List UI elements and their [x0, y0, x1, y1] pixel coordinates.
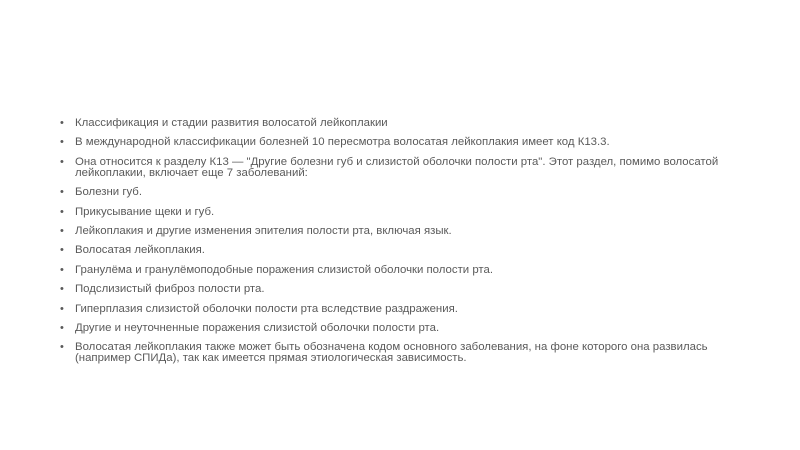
bullet-text: Гиперплазия слизистой оболочки полости рта вследствие раздражения.: [75, 302, 458, 315]
bullet-dot-icon: •: [60, 244, 64, 257]
bullet-dot-icon: •: [60, 155, 64, 168]
bullet-text: Волосатая лейкоплакия также может быть обозначена кодом основного заболевания, на фоне которого она развилась (например СПИДа), так как имеется прямая этиологическая зависимость.: [75, 341, 708, 365]
bullet-dot-icon: •: [60, 321, 64, 334]
bullet-item-leukoplakia-epithelium: [60, 226, 750, 237]
bullet-text: Другие и неуточненные поражения слизистой оболочки полости рта.: [75, 321, 440, 334]
bullet-text: Гранулёма и гранулёмоподобные поражения слизистой оболочки полости рта.: [75, 263, 493, 276]
bullet-item-other-lesions: [60, 323, 750, 334]
bullet-dot-icon: •: [60, 224, 64, 237]
bullet-dot-icon: •: [60, 186, 64, 199]
bullet-text: Болезни губ.: [75, 186, 142, 199]
bullet-text: Прикусывание щеки и губ.: [75, 205, 215, 218]
bullet-item-classification-title: [60, 118, 750, 129]
bullet-dot-icon: •: [60, 205, 64, 218]
bullet-dot-icon: •: [60, 263, 64, 276]
bullet-text: Классификация и стадии развития волосатой лейкоплакии: [75, 117, 388, 129]
bullet-item-section-k13: [60, 157, 750, 179]
bullet-text: В международной классификации болезней 10 пересмотра волосатая лейкоплакия имеет код К13.3.: [75, 136, 610, 149]
bullet-dot-icon: •: [60, 136, 64, 149]
bullet-item-lip-diseases: [60, 187, 750, 198]
bullet-dot-icon: •: [60, 341, 64, 354]
bullet-dot-icon: •: [60, 283, 64, 296]
bullet-text: Волосатая лейкоплакия.: [75, 244, 205, 257]
bullet-item-granuloma: [60, 265, 750, 276]
bullet-item-submucous-fibrosis: [60, 284, 750, 295]
bullet-item-underlying-disease-code: [60, 342, 750, 364]
bullet-dot-icon: •: [60, 117, 64, 129]
bullet-text: Она относится к разделу К13 — "Другие болезни губ и слизистой оболочки полости рта". Этот раздел, помимо волосатой лейкоплакии, включает еще 7 заболеваний:: [75, 155, 719, 179]
bullet-item-cheek-biting: [60, 207, 750, 218]
bullet-item-hairy-leukoplakia: [60, 245, 750, 256]
bullet-text: Подслизистый фиброз полости рта.: [75, 283, 265, 296]
bullet-list: [60, 118, 750, 373]
bullet-item-hyperplasia: [60, 304, 750, 315]
bullet-item-icd-code: [60, 137, 750, 148]
bullet-dot-icon: •: [60, 302, 64, 315]
bullet-text: Лейкоплакия и другие изменения эпителия полости рта, включая язык.: [75, 224, 452, 237]
